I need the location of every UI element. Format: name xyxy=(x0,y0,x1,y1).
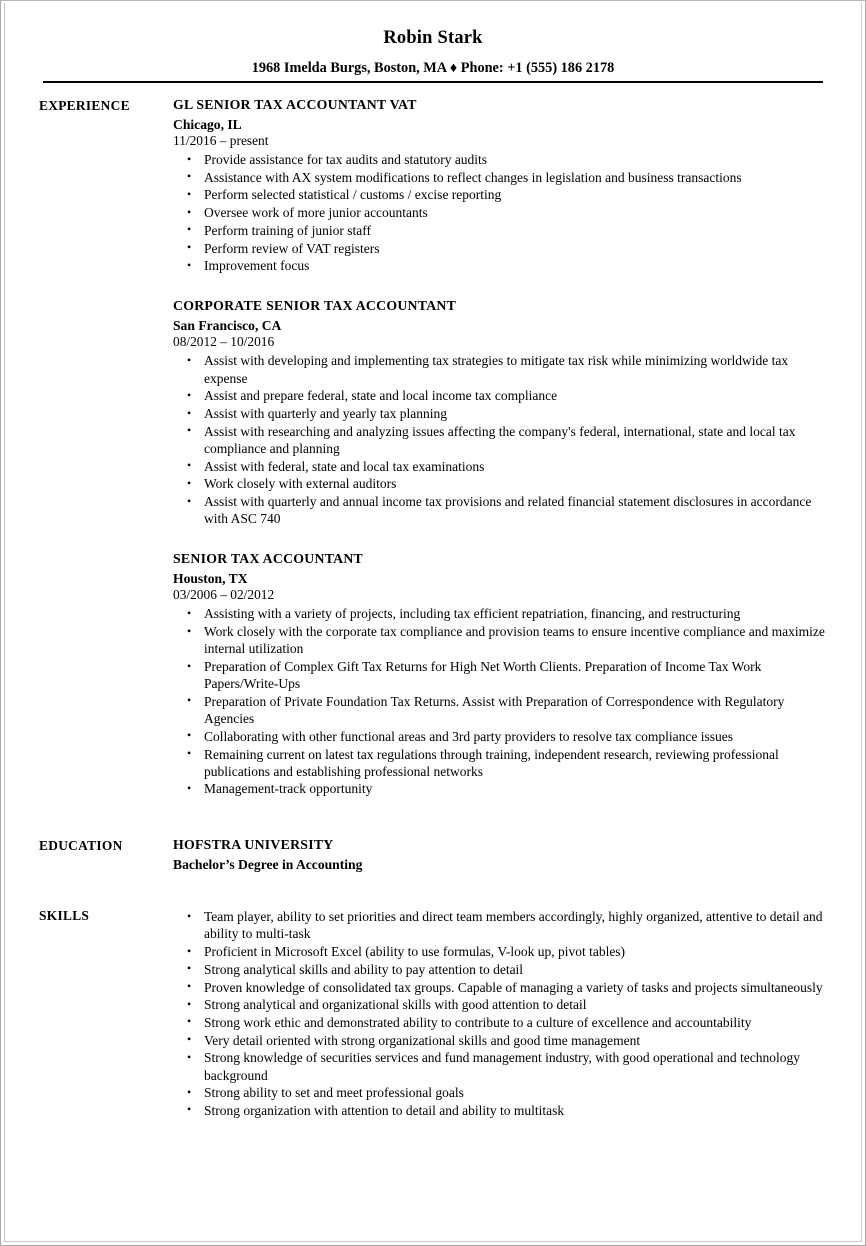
job-title: SENIOR TAX ACCOUNTANT xyxy=(173,551,364,567)
job-title: GL SENIOR TAX ACCOUNTANT VAT xyxy=(173,97,417,112)
job-bullet: • Perform training of junior staff xyxy=(185,222,831,239)
job-location: San Francisco, CA xyxy=(173,318,282,334)
job-bullet-list xyxy=(173,151,831,274)
experience-entry xyxy=(173,297,831,527)
skills-list-wrap xyxy=(173,906,861,1119)
section-skills xyxy=(5,906,861,1119)
resume-header xyxy=(5,3,861,77)
experience-entry xyxy=(173,550,831,797)
skill-bullet: • Strong analytical and organizational skills with good attention to detail xyxy=(185,996,831,1013)
job-bullet: • Assist with developing and implementing tax strategies to mitigate tax risk while minimizing worldwide tax expense xyxy=(185,352,831,386)
job-bullet: • Preparation of Complex Gift Tax Returns for High Net Worth Clients. Preparation of Income Tax Work Papers/Write-Ups xyxy=(185,658,831,692)
skill-bullet: • Team player, ability to set priorities and direct team members accordingly, highly organized, attentive to detail and ability to multi-task xyxy=(185,908,831,942)
page-inner-border xyxy=(4,3,862,1242)
section-label-education: EDUCATION xyxy=(39,838,123,854)
job-dates: 11/2016 – present xyxy=(173,133,269,148)
job-bullet: • Management-track opportunity xyxy=(185,780,831,797)
section-label-skills: SKILLS xyxy=(39,908,90,924)
skill-bullet: • Strong ability to set and meet professional goals xyxy=(185,1084,831,1101)
job-bullet: • Assistance with AX system modifications to reflect changes in legislation and business transactions xyxy=(185,169,831,186)
header-divider-rule xyxy=(43,81,823,83)
skills-bullet-list xyxy=(173,908,831,1119)
job-bullet-list xyxy=(173,605,831,797)
skill-bullet: • Very detail oriented with strong organizational skills and good time management xyxy=(185,1032,831,1049)
job-bullet: • Provide assistance for tax audits and statutory audits xyxy=(185,151,831,168)
skill-bullet: • Strong analytical skills and ability to pay attention to detail xyxy=(185,961,831,978)
job-location: Chicago, IL xyxy=(173,117,242,132)
job-bullet: • Assist with researching and analyzing issues affecting the company's federal, international, state and local tax compliance and planning xyxy=(185,423,831,457)
job-title: CORPORATE SENIOR TAX ACCOUNTANT xyxy=(173,298,457,314)
education-degree: Bachelor’s Degree in Accounting xyxy=(173,857,363,873)
candidate-name: Robin Stark xyxy=(383,28,483,48)
job-bullet: • Perform review of VAT registers xyxy=(185,240,831,257)
experience-entry xyxy=(173,96,831,274)
resume-body xyxy=(5,96,861,1120)
job-bullet: • Oversee work of more junior accountants xyxy=(185,204,831,221)
job-bullet: • Assist with quarterly and annual income tax provisions and related financial statement disclosures in accordance with ASC 740 xyxy=(185,493,831,527)
skill-bullet: • Strong organization with attention to detail and ability to multitask xyxy=(185,1102,831,1119)
job-bullet: • Perform selected statistical / customs / excise reporting xyxy=(185,186,831,203)
section-education xyxy=(5,836,861,874)
job-bullet: • Work closely with external auditors xyxy=(185,475,831,492)
job-bullet: • Remaining current on latest tax regulations through training, independent research, reviewing professional publications and establishing professional networks xyxy=(185,746,831,780)
job-dates: 03/2006 – 02/2012 xyxy=(173,587,275,603)
experience-entries xyxy=(173,96,861,798)
job-bullet: • Improvement focus xyxy=(185,257,831,274)
skill-bullet: • Strong work ethic and demonstrated ability to contribute to a culture of excellence and accountability xyxy=(185,1014,831,1031)
skill-bullet: • Proven knowledge of consolidated tax groups. Capable of managing a variety of tasks and projects simultaneously xyxy=(185,979,831,996)
job-bullet: • Assist and prepare federal, state and local income tax compliance xyxy=(185,387,831,404)
job-bullet: • Work closely with the corporate tax compliance and provision teams to ensure incentive compliance and maximize internal utilization xyxy=(185,623,831,657)
job-bullet: • Assist with quarterly and yearly tax planning xyxy=(185,405,831,422)
skill-bullet: • Proficient in Microsoft Excel (ability to use formulas, V-look up, pivot tables) xyxy=(185,943,831,960)
section-label-experience: EXPERIENCE xyxy=(39,98,130,113)
job-dates: 08/2012 – 10/2016 xyxy=(173,334,275,350)
job-bullet: • Collaborating with other functional areas and 3rd party providers to resolve tax compliance issues xyxy=(185,728,831,745)
job-bullet: • Assist with federal, state and local tax examinations xyxy=(185,458,831,475)
skill-bullet: • Strong knowledge of securities services and fund management industry, with good operational and technology background xyxy=(185,1049,831,1083)
job-bullet: • Preparation of Private Foundation Tax Returns. Assist with Preparation of Correspondence with Regulatory Agencies xyxy=(185,693,831,727)
section-experience xyxy=(5,96,861,798)
candidate-contact-line: 1968 Imelda Burgs, Boston, MA ♦ Phone: +1 (555) 186 2178 xyxy=(251,60,615,76)
education-school-name: HOFSTRA UNIVERSITY xyxy=(173,837,334,853)
job-location: Houston, TX xyxy=(173,571,248,587)
job-bullet: • Assisting with a variety of projects, including tax efficient repatriation, financing, and restructuring xyxy=(185,605,831,622)
job-bullet-list xyxy=(173,352,831,527)
education-entry xyxy=(173,836,861,874)
